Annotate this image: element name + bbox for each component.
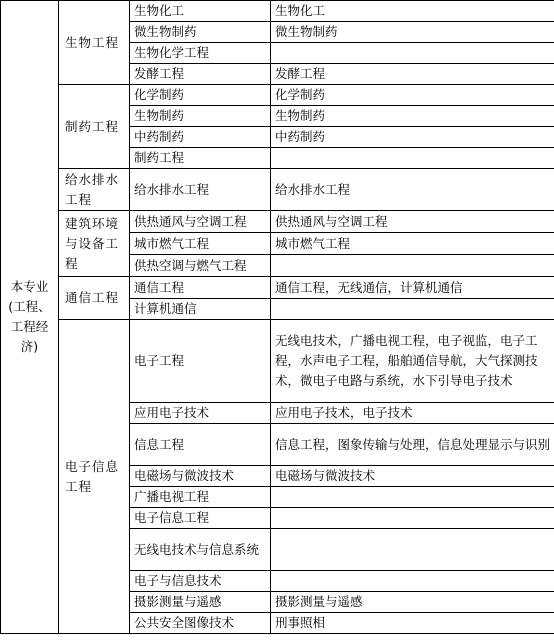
scope-cell <box>271 487 554 508</box>
group-name: 生物工程 <box>59 1 130 85</box>
scope-cell: 城市燃气工程 <box>271 233 554 255</box>
scope-cell: 中药制药 <box>271 127 554 148</box>
scope-cell <box>271 571 554 592</box>
major-cell: 信息工程 <box>130 424 271 466</box>
scope-cell: 应用电子技术，电子技术 <box>271 403 554 424</box>
major-cell: 微生物制药 <box>130 22 271 43</box>
major-cell: 无线电技术与信息系统 <box>130 529 271 571</box>
major-cell: 电子工程 <box>130 320 271 403</box>
major-cell: 给水排水工程 <box>130 169 271 211</box>
scope-cell: 化学制药 <box>271 85 554 106</box>
major-cell: 制药工程 <box>130 148 271 169</box>
table-row <box>1 1 554 22</box>
scope-cell <box>271 148 554 169</box>
scope-cell: 生物化工 <box>271 1 554 22</box>
scope-cell: 电磁场与微波技术 <box>271 466 554 487</box>
scope-cell: 发酵工程 <box>271 64 554 85</box>
major-cell: 电子与信息技术 <box>130 571 271 592</box>
scope-cell <box>271 529 554 571</box>
group-name: 建筑环境与设备工程 <box>59 211 130 277</box>
major-cell: 通信工程 <box>130 277 271 299</box>
group-name: 制药工程 <box>59 85 130 169</box>
scope-cell: 通信工程，无线通信，计算机通信 <box>271 277 554 299</box>
scope-cell: 无线电技术，广播电视工程，电子视监，电子工程，水声电子工程，船舶通信导航，大气探测技术，微电子电路与系统，水下引导电子技术 <box>271 320 554 403</box>
scope-cell <box>271 43 554 64</box>
scope-cell: 生物制药 <box>271 106 554 127</box>
scope-cell <box>271 299 554 320</box>
major-cell: 应用电子技术 <box>130 403 271 424</box>
major-cell: 化学制药 <box>130 85 271 106</box>
group-name: 通信工程 <box>59 277 130 320</box>
major-cell: 电磁场与微波技术 <box>130 466 271 487</box>
major-cell: 生物化工 <box>130 1 271 22</box>
major-cell: 城市燃气工程 <box>130 233 271 255</box>
group-name: 电子信息工程 <box>59 320 130 634</box>
scope-cell: 供热通风与空调工程 <box>271 211 554 233</box>
major-cell: 生物制药 <box>130 106 271 127</box>
major-cell: 中药制药 <box>130 127 271 148</box>
major-cell: 供热通风与空调工程 <box>130 211 271 233</box>
scope-cell: 信息工程，图象传输与处理，信息处理显示与识别 <box>271 424 554 466</box>
major-cell: 供热空调与燃气工程 <box>130 255 271 277</box>
scope-cell: 摄影测量与遥感 <box>271 592 554 613</box>
major-cell: 发酵工程 <box>130 64 271 85</box>
table-row <box>1 85 554 106</box>
major-cell: 广播电视工程 <box>130 487 271 508</box>
major-cell: 电子信息工程 <box>130 508 271 529</box>
category-cell: 本专业(工程、工程经济) <box>1 1 59 634</box>
major-cell: 公共安全图像技术 <box>130 613 271 634</box>
scope-cell: 刑事照相 <box>271 613 554 634</box>
table-row <box>1 169 554 211</box>
scope-cell: 微生物制药 <box>271 22 554 43</box>
table-row <box>1 277 554 299</box>
group-name: 给水排水工程 <box>59 169 130 211</box>
major-cell: 摄影测量与遥感 <box>130 592 271 613</box>
major-cell: 计算机通信 <box>130 299 271 320</box>
table-row <box>1 320 554 403</box>
major-cell: 生物化学工程 <box>130 43 271 64</box>
scope-cell <box>271 255 554 277</box>
table-row <box>1 211 554 233</box>
scope-cell: 给水排水工程 <box>271 169 554 211</box>
scope-cell <box>271 508 554 529</box>
